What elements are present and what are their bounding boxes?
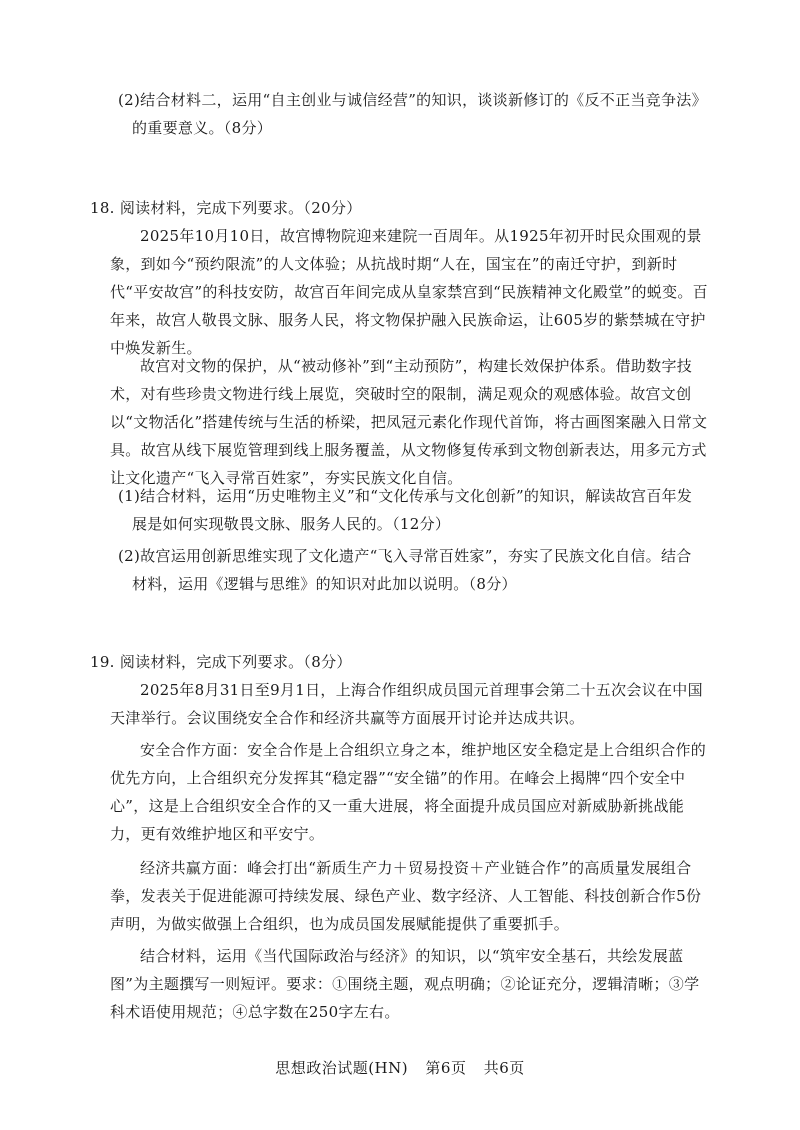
q19-heading: 19. 阅读材料，完成下列要求。（8分） xyxy=(90,653,352,671)
footer-page-number: 第6页 xyxy=(425,1059,467,1077)
q19-material-paragraph-3: 经济共赢方面：峰会打出“新质生产力＋贸易投资＋产业链合作”的高质量发展组合拳，发表关于促进能源可持续发展、绿色产业、数字经济、人工智能、科技创新合作5份声明，为做实做强上合组织，也为成员国发展赋能提供了重要抓手。 xyxy=(110,859,702,933)
q17-subquestion-2: (2)结合材料二，运用“自主创业与诚信经营”的知识，谈谈新修订的《反不正当竞争法》的重要意义。（8分） xyxy=(118,91,700,137)
q19-material-paragraph-2: 安全合作方面：安全合作是上合组织立身之本，维护地区安全稳定是上合组织合作的优先方向，上合组织充分发挥其“稳定器”“安全锚”的作用。在峰会上揭牌“四个安全中心”，这是上合组织安全合作的又一重大进展，将全面提升成员国应对新威胁新挑战能力，更有效维护地区和平安宁。 xyxy=(110,741,707,843)
q18-material-paragraph-1: 2025年10月10日，故宫博物院迎来建院一百周年。从1925年初开时民众围观的景象，到如今“预约限流”的人文体验；从抗战时期“人在，国宝在”的南迁守护，到新时代“平安故宫”的科技安防，故宫百年间完成从皇家禁宫到“民族精神文化殿堂”的蜕变。百年来，故宫人敬畏文脉、服务人民，将文物保护融入民族命运，让605岁的紫禁城在守护中焕发新生。 xyxy=(110,227,708,357)
q18-material-paragraph-2: 故宫对文物的保护，从“被动修补”到“主动预防”，构建长效保护体系。借助数字技术，对有些珍贵文物进行线上展览，突破时空的限制，满足观众的观感体验。故宫文创以“文物活化”搭建传统与生活的桥梁，把凤冠元素化作现代首饰，将古画图案融入日常文具。故宫从线下展览管理到线上服务覆盖，从文物修复传承到文物创新表达，用多元方式让文化遗产“飞入寻常百姓家”，夯实民族文化自信。 xyxy=(110,357,708,487)
q19-material-paragraph-1: 2025年8月31日至9月1日，上海合作组织成员国元首理事会第二十五次会议在中国天津举行。会议围绕安全合作和经济共赢等方面展开讨论并达成共识。 xyxy=(110,681,703,727)
q18-subquestion-1: (1)结合材料，运用“历史唯物主义”和“文化传承与文化创新”的知识，解读故宫百年发展是如何实现敬畏文脉、服务人民的。（12分） xyxy=(118,487,693,533)
q18-subquestion-2: (2)故宫运用创新思维实现了文化遗产“飞入寻常百姓家”，夯实了民族文化自信。结合材料，运用《逻辑与思维》的知识对此加以说明。（8分） xyxy=(118,547,692,593)
footer-subject: 思想政治试题(HN) xyxy=(275,1059,409,1077)
footer-total-pages: 共6页 xyxy=(483,1059,525,1077)
page-footer xyxy=(0,1057,800,1079)
q18-heading: 18. 阅读材料，完成下列要求。（20分） xyxy=(90,199,362,217)
q19-task-instructions: 结合材料，运用《当代国际政治与经济》的知识，以“筑牢安全基石，共绘发展蓝图”为主题撰写一则短评。要求：①围绕主题，观点明确；②论证充分，逻辑清晰；③学科术语使用规范；④总字数在250字左右。 xyxy=(110,947,700,1021)
